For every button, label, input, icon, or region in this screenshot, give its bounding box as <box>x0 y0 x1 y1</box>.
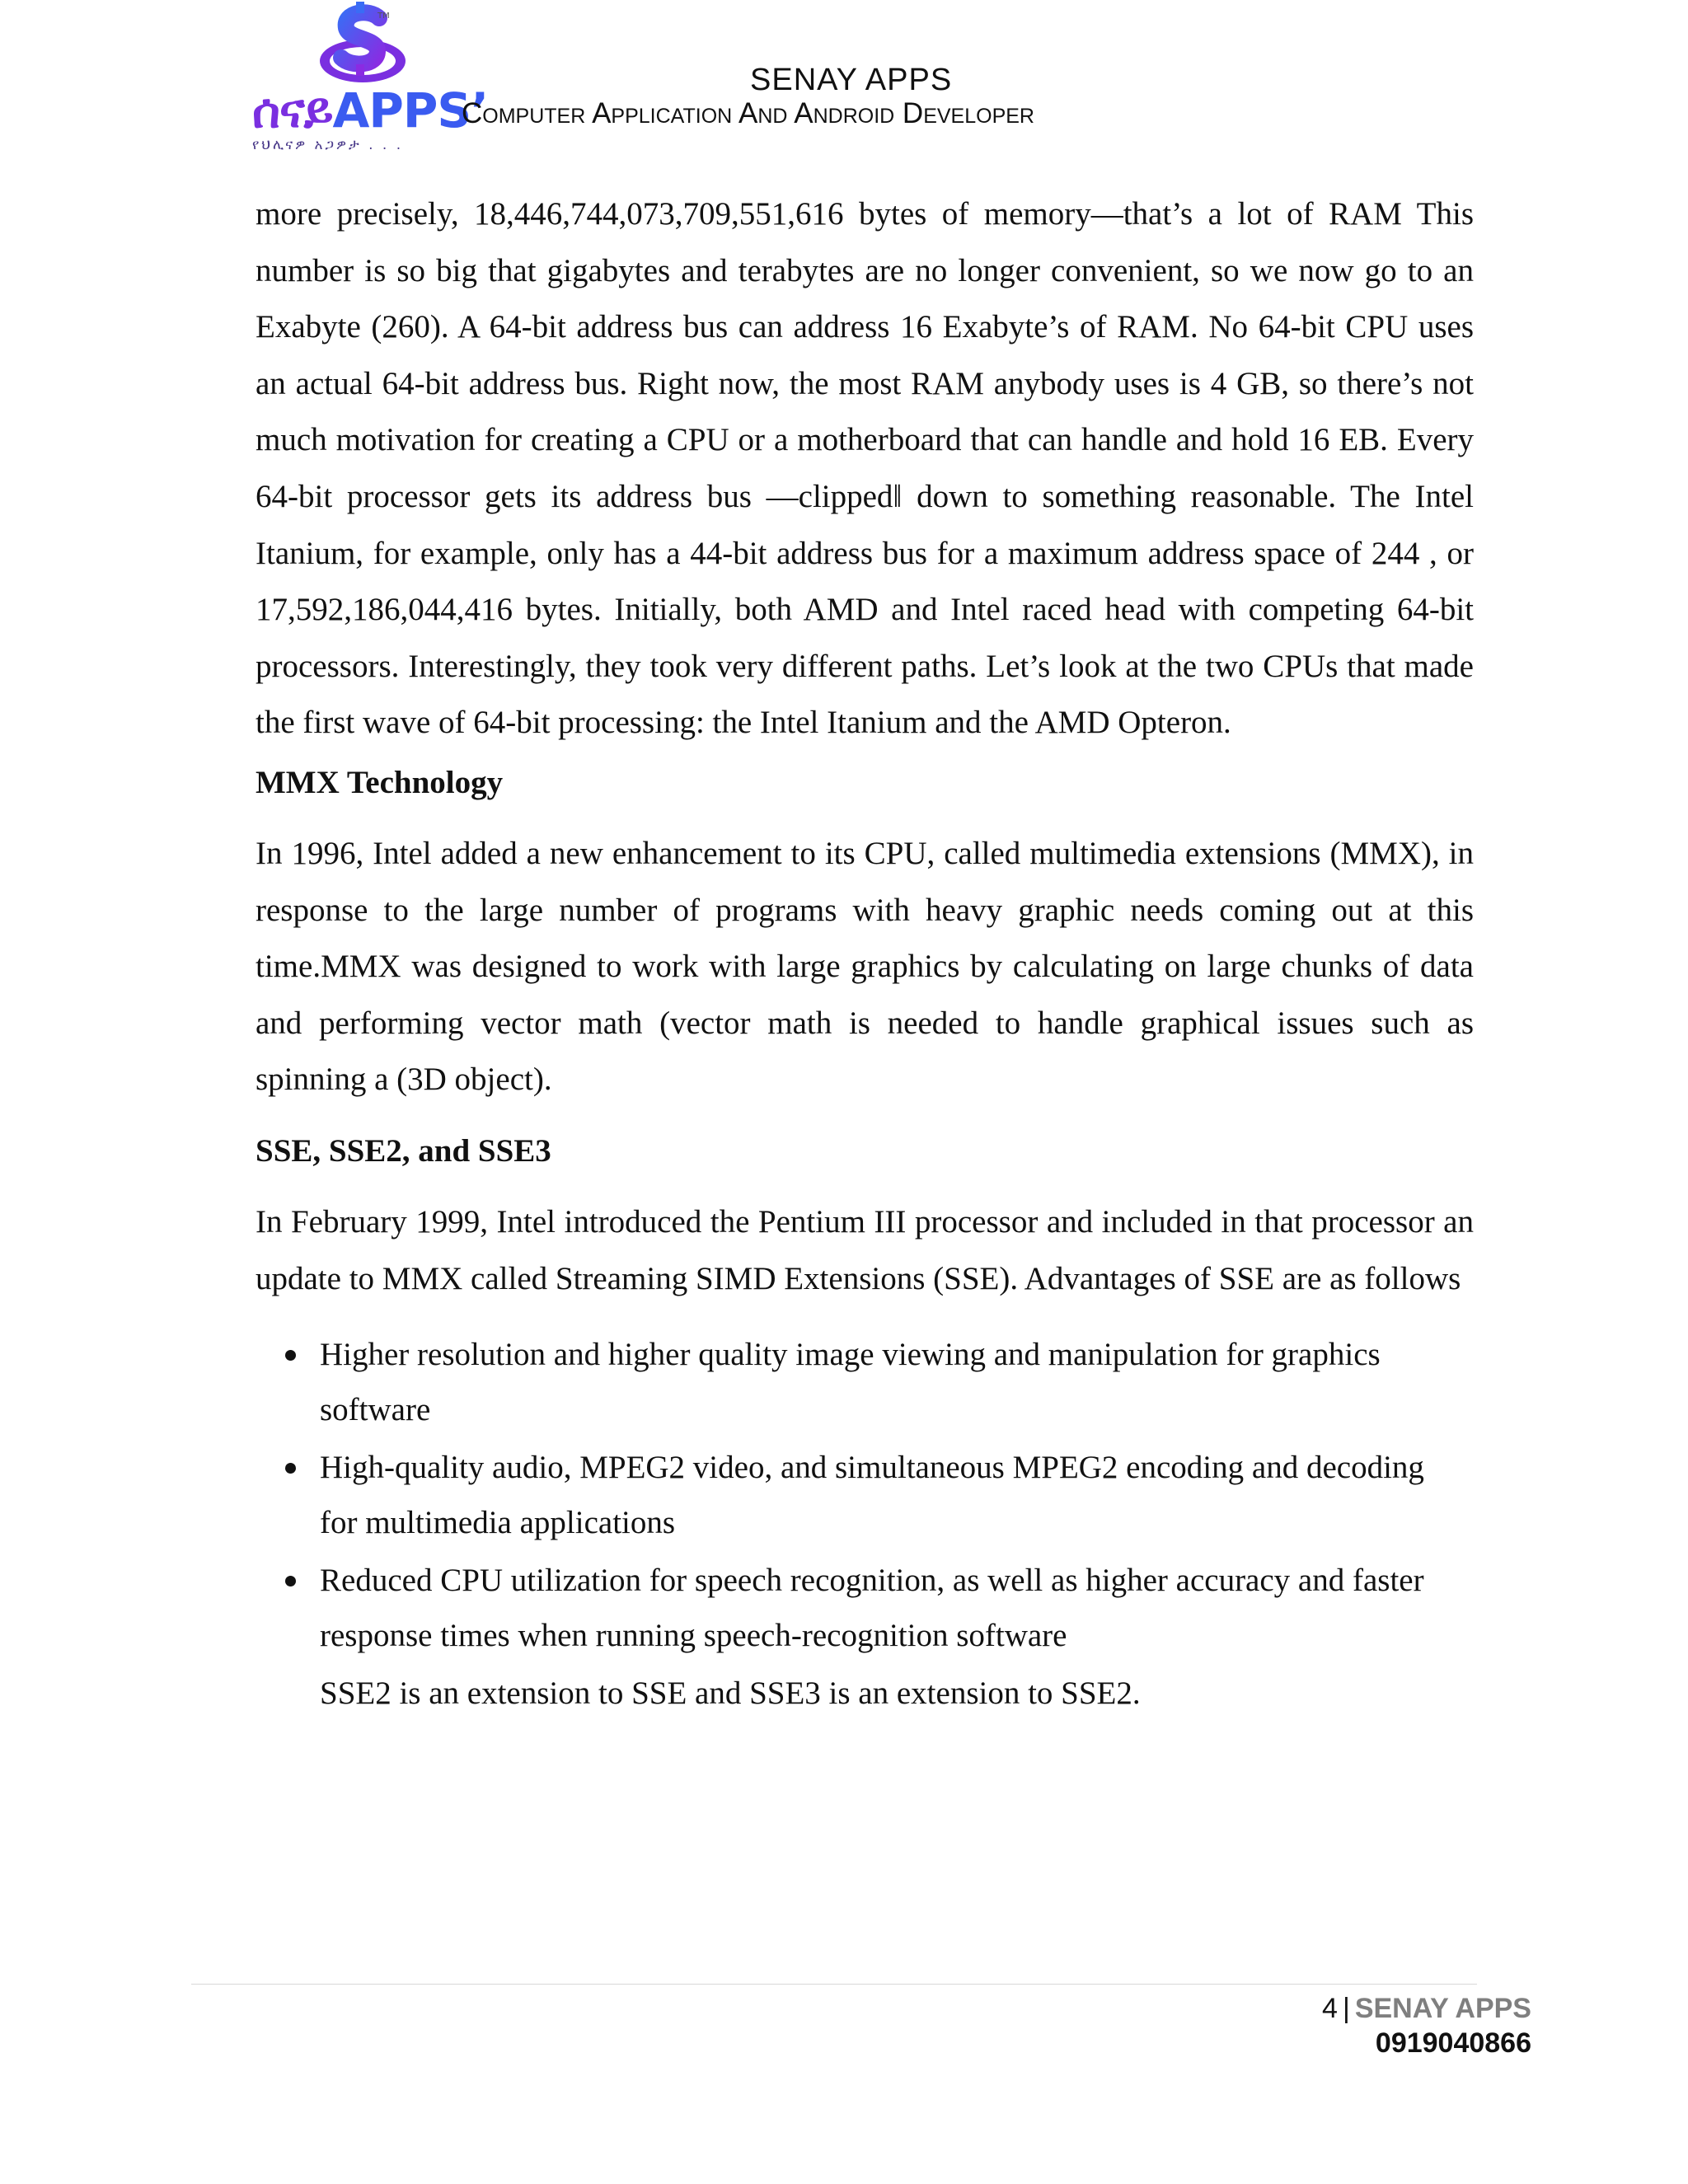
bullet-icon <box>285 1463 296 1474</box>
footer-brand: SENAY APPS <box>1354 1993 1531 2024</box>
page-footer <box>1322 1991 1531 2060</box>
brand-subtitle: Computer Application And Android Developer <box>462 97 1034 129</box>
list-item <box>320 1327 1474 1437</box>
footer-separator: | <box>1342 1993 1350 2024</box>
closing-note: SSE2 is an extension to SSE and SSE3 is an extension to SSE2. <box>320 1675 1141 1712</box>
intro-paragraph: more precisely, 18,446,744,073,709,551,616 bytes of memory—that’s a lot of RAM This number is so big that gigabytes and terabytes are no longer convenient, so we now go to an Exabyte (260). A 64-bit address bus can address 16 Exabyte’s of RAM. No 64-bit CPU uses an actual 64-bit address bus. Right now, the most RAM anybody uses is 4 GB, so there’s not much motivation for creating a CPU or a motherboard that can handle and hold 16 EB. Every 64-bit processor gets its address bus ―clipped‖ down to something reasonable. The Intel Itanium, for example, only has a 44-bit address bus for a maximum address space of 244 , or 17,592,186,044,416 bytes. Initially, both AMD and Intel raced head with competing 64-bit processors. Interestingly, they took very different paths. Let’s look at the two CPUs that made the first wave of 64-bit processing: the Intel Itanium and the AMD Opteron. <box>256 196 1474 741</box>
footer-line-1 <box>1322 1991 1531 2026</box>
list-item-text: Reduced CPU utilization for speech recognition, as well as higher accuracy and faster response times when running speech-recognition software <box>320 1563 1424 1654</box>
bullet-icon <box>285 1350 296 1361</box>
page-number: 4 <box>1322 1993 1338 2024</box>
logo-tagline: የህሊናዎ አጋዎታ . . . <box>252 137 404 153</box>
sse-advantages-list <box>256 1327 1474 1663</box>
sse-paragraph: In February 1999, Intel introduced the Pentium III processor and included in that processor an update to MMX called Streaming SIMD Extensions (SSE). Advantages of SSE are as follows <box>256 1203 1474 1296</box>
list-item-text: Higher resolution and higher quality image viewing and manipulation for graphics software <box>320 1337 1381 1428</box>
list-item-text: High-quality audio, MPEG2 video, and simultaneous MPEG2 encoding and decoding for multimedia applications <box>320 1450 1424 1541</box>
trademark-mark: TM <box>377 12 390 21</box>
page-header <box>247 0 1484 161</box>
brand-name: SENAY APPS <box>750 63 953 97</box>
logo-word-amharic: ሰናይ <box>252 82 333 138</box>
list-item <box>320 1440 1474 1550</box>
footer-phone: 0919040866 <box>1375 2027 1531 2059</box>
logo-word-latin: APPS’ <box>332 82 489 138</box>
mmx-paragraph: In 1996, Intel added a new enhancement to its CPU, called multimedia extensions (MMX), in response to the large number of programs with heavy graphic needs coming out at this time.MMX was designed to work with large graphics by calculating on large chunks of data and performing vector math (vector math is needed to handle graphical issues such as spinning a (3D object). <box>256 835 1474 1098</box>
senay-logo-icon <box>312 0 419 91</box>
footer-divider <box>191 1984 1477 1985</box>
heading-sse: SSE, SSE2, and SSE3 <box>256 1132 551 1169</box>
heading-mmx: MMX Technology <box>256 764 504 800</box>
document-body <box>256 186 1474 1721</box>
logo-wordmark <box>252 82 489 138</box>
list-item <box>320 1553 1474 1663</box>
bullet-icon <box>285 1576 296 1586</box>
